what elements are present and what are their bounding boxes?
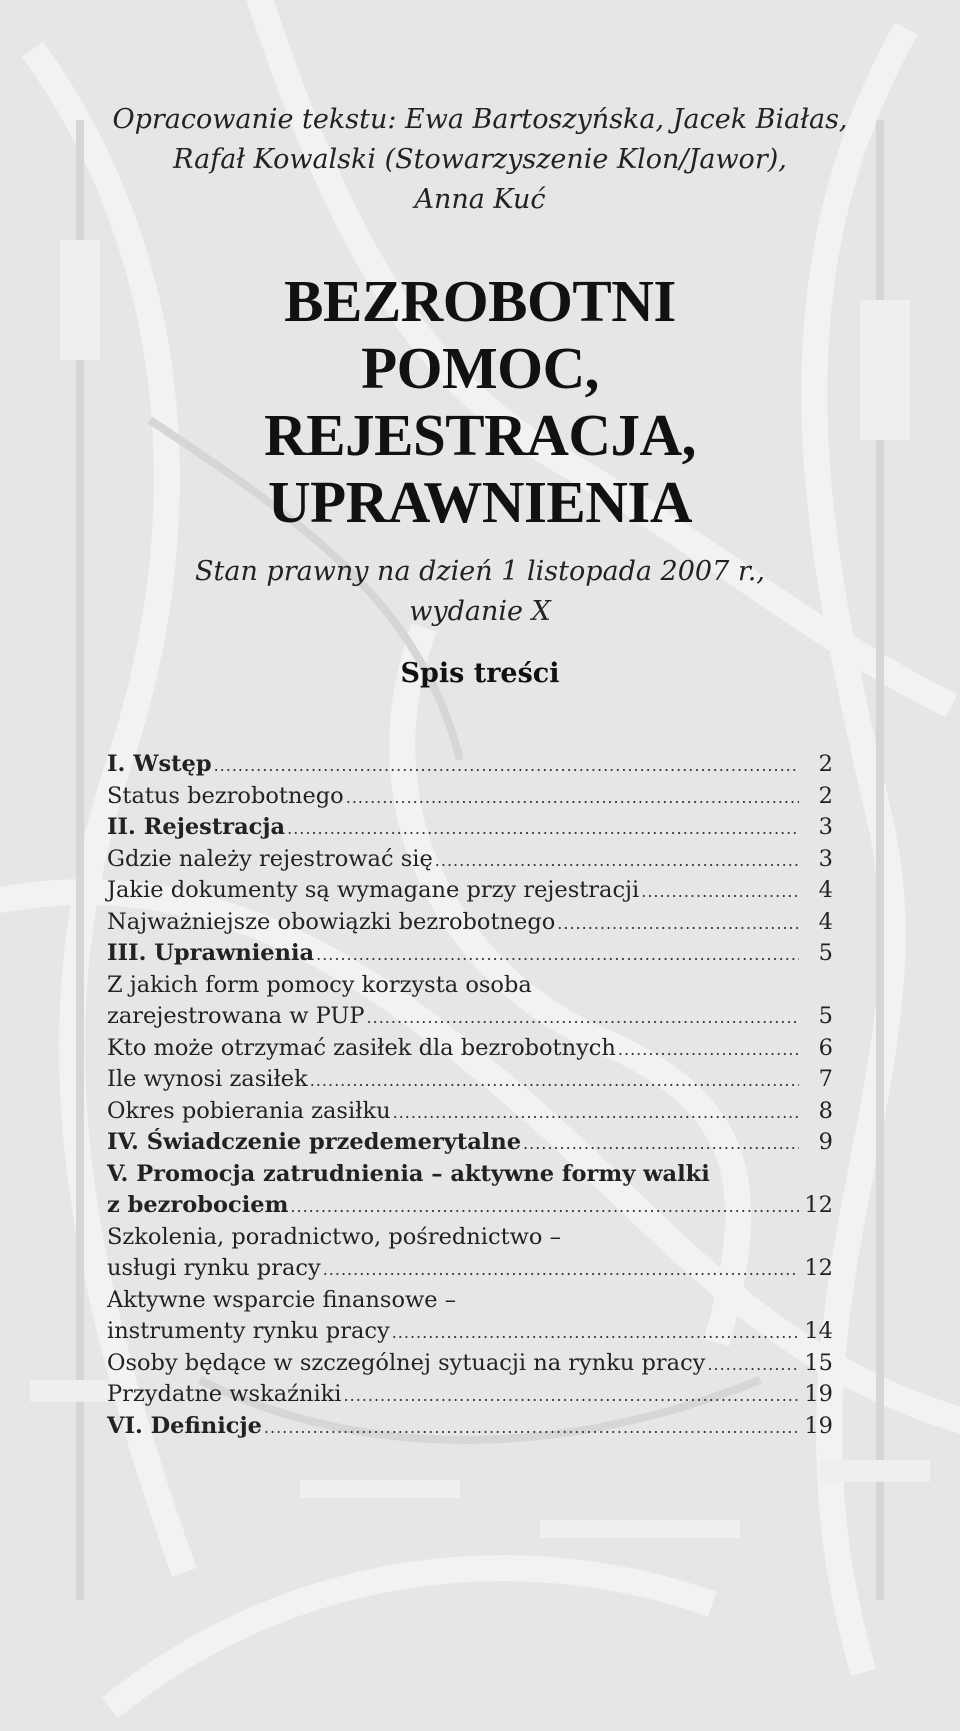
toc-row (107, 1411, 833, 1443)
toc-entry[interactable] (107, 1096, 833, 1128)
toc-entry[interactable] (107, 1127, 833, 1159)
dot-leader (641, 876, 799, 908)
toc-entry[interactable] (107, 938, 833, 970)
dot-leader (393, 1097, 799, 1129)
toc-entry-label: z bezrobociem (107, 1192, 289, 1218)
toc-row (107, 749, 833, 781)
authors-line: Anna Kuć (414, 184, 546, 215)
dot-leader (287, 813, 799, 845)
toc-page-number: 4 (818, 908, 833, 935)
toc-entry[interactable] (107, 812, 833, 844)
toc-entry[interactable] (107, 1222, 833, 1285)
dot-leader (392, 1317, 799, 1349)
toc-heading: Spis treści (400, 658, 560, 689)
toc-row (107, 1127, 833, 1159)
dot-leader (707, 1349, 799, 1381)
document-subtitle (60, 552, 900, 632)
toc-row (107, 1316, 833, 1348)
document-title (60, 268, 900, 536)
toc-entry[interactable] (107, 1348, 833, 1380)
toc-page-number: 19 (804, 1412, 833, 1439)
toc-entry[interactable] (107, 907, 833, 939)
toc-row (107, 1033, 833, 1065)
toc-entry-first-line: Aktywne wsparcie finansowe – (107, 1286, 456, 1313)
toc-entry[interactable] (107, 875, 833, 907)
subtitle-line: wydanie X (409, 596, 551, 627)
toc-page-number: 6 (818, 1034, 833, 1061)
authors-line: Opracowanie tekstu: Ewa Bartoszyńska, Jacek Białas, (112, 104, 848, 135)
toc-entry[interactable] (107, 1159, 833, 1222)
toc-page-number: 3 (818, 845, 833, 872)
toc-page-number: 14 (804, 1318, 833, 1344)
toc-page-number: 2 (818, 751, 833, 777)
toc-entry[interactable] (107, 749, 833, 781)
dot-leader (290, 1191, 799, 1223)
toc-entry-label: Ile wynosi zasiłek (107, 1066, 308, 1092)
toc-entry-first-line: Z jakich form pomocy korzysta osoba (107, 971, 532, 998)
toc-row (107, 1190, 833, 1222)
toc-row (107, 1253, 833, 1285)
toc-page-number: 7 (818, 1066, 833, 1092)
toc-row (107, 1001, 833, 1033)
dot-leader (323, 1254, 799, 1286)
toc-page-number: 2 (818, 782, 833, 809)
toc-entry[interactable] (107, 1064, 833, 1096)
toc-page-number: 3 (818, 814, 833, 840)
toc-entry-label: III. Uprawnienia (107, 940, 315, 966)
authors-line: Rafał Kowalski (Stowarzyszenie Klon/Jawor), (173, 144, 787, 175)
title-line: POMOC, (361, 335, 599, 401)
toc-row (107, 781, 833, 813)
toc-row (107, 1064, 833, 1096)
toc-row (107, 1348, 833, 1380)
toc-page-number: 9 (818, 1129, 833, 1155)
toc-entry[interactable] (107, 970, 833, 1033)
toc-row (107, 938, 833, 970)
title-line: BEZROBOTNI (284, 268, 676, 334)
toc-entry-label: Gdzie należy rejestrować się (107, 845, 433, 872)
toc-row (107, 1379, 833, 1411)
toc-entry-label: usługi rynku pracy (107, 1255, 321, 1281)
toc-page-number: 4 (818, 877, 833, 903)
authors-credit (60, 100, 900, 220)
dot-leader (618, 1034, 799, 1066)
toc-row (107, 844, 833, 876)
toc-entry-label: VI. Definicje (107, 1412, 262, 1439)
dot-leader (523, 1128, 799, 1160)
toc-entry-first-line: Szkolenia, poradnictwo, pośrednictwo – (107, 1223, 561, 1250)
toc-entry-label: I. Wstęp (107, 751, 212, 777)
toc-row (107, 907, 833, 939)
toc-page-number: 19 (804, 1381, 833, 1407)
dot-leader (435, 845, 799, 877)
toc-page-number: 8 (818, 1097, 833, 1124)
toc-entry[interactable] (107, 844, 833, 876)
toc-row (107, 812, 833, 844)
toc-entry-label: Okres pobierania zasiłku (107, 1097, 391, 1124)
table-of-contents (107, 749, 833, 1442)
dot-leader (316, 939, 799, 971)
toc-entry-label: II. Rejestracja (107, 814, 286, 840)
toc-entry[interactable] (107, 781, 833, 813)
toc-page-number: 15 (804, 1349, 833, 1376)
dot-leader (310, 1065, 799, 1097)
toc-entry-label: Przydatne wskaźniki (107, 1381, 342, 1407)
toc-row (107, 875, 833, 907)
toc-entry-label: Status bezrobotnego (107, 782, 344, 809)
toc-page-number: 12 (804, 1255, 833, 1281)
toc-entry[interactable] (107, 1379, 833, 1411)
toc-entry[interactable] (107, 1285, 833, 1348)
toc-entry-first-line: V. Promocja zatrudnienia – aktywne formy walki (107, 1160, 710, 1187)
toc-page-number: 12 (804, 1192, 833, 1218)
dot-leader (557, 908, 799, 940)
dot-leader (344, 1380, 799, 1412)
subtitle-line: Stan prawny na dzień 1 listopada 2007 r., (195, 556, 765, 587)
dot-leader (346, 782, 799, 814)
toc-entry-label: Kto może otrzymać zasiłek dla bezrobotnych (107, 1034, 616, 1061)
dot-leader (214, 750, 799, 782)
toc-entry[interactable] (107, 1033, 833, 1065)
dot-leader (367, 1002, 799, 1034)
toc-entry-label: zarejestrowana w PUP (107, 1003, 365, 1029)
dot-leader (264, 1412, 799, 1444)
toc-row (107, 1096, 833, 1128)
toc-entry-label: IV. Świadczenie przedemerytalne (107, 1129, 522, 1155)
toc-entry-label: Osoby będące w szczególnej sytuacji na rynku pracy (107, 1349, 706, 1376)
toc-entry[interactable] (107, 1411, 833, 1443)
title-line: REJESTRACJA, (264, 402, 696, 468)
toc-entry-label: Jakie dokumenty są wymagane przy rejestracji (107, 877, 640, 903)
toc-page-number: 5 (818, 1003, 833, 1029)
toc-entry-label: instrumenty rynku pracy (107, 1318, 390, 1344)
toc-page-number: 5 (818, 940, 833, 966)
title-line: UPRAWNIENIA (268, 469, 692, 535)
toc-entry-label: Najważniejsze obowiązki bezrobotnego (107, 908, 556, 935)
